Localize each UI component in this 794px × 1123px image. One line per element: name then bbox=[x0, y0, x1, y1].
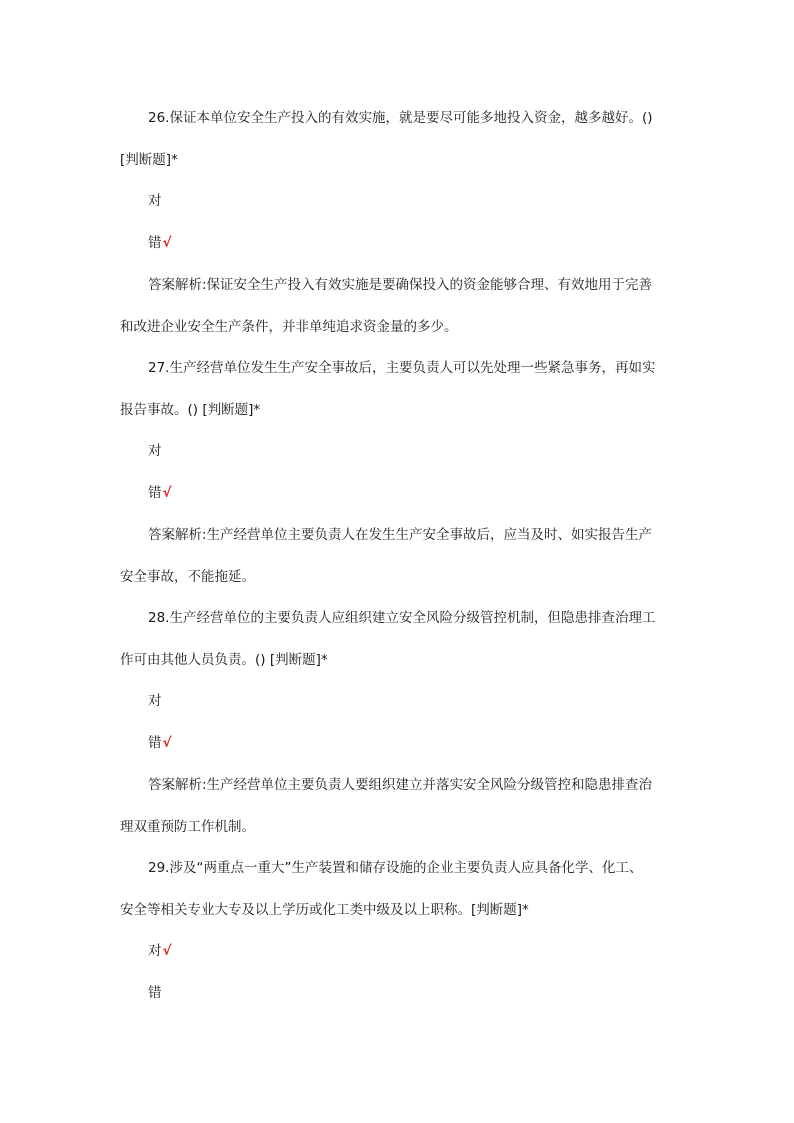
question-29-text: 29.涉及“两重点一重大”生产装置和储存设施的企业主要负责人应具备化学、化工、 bbox=[148, 860, 643, 876]
question-27-type: 报告事故。() [判断题]* bbox=[120, 402, 261, 418]
question-27-option-false[interactable] bbox=[148, 483, 172, 503]
option-label: 错 bbox=[148, 985, 162, 1001]
question-28-type: 作可由其他人员负责。() [判断题]* bbox=[120, 652, 328, 668]
question-29-type: 安全等相关专业大专及以上学历或化工类中级及以上职称。[判断题]* bbox=[120, 902, 529, 918]
question-26-text: 26.保证本单位安全生产投入的有效实施，就是要尽可能多地投入资金，越多越好。() bbox=[148, 110, 653, 126]
question-27-option-true[interactable] bbox=[148, 441, 162, 461]
question-26-explanation: 答案解析:保证安全生产投入有效实施是要确保投入的资金能够合理、有效地用于完善 bbox=[148, 277, 653, 293]
question-28-option-false[interactable] bbox=[148, 733, 172, 753]
question-29-option-false[interactable] bbox=[148, 983, 162, 1003]
question-28-explanation-cont: 理双重预防工作机制。 bbox=[120, 819, 255, 835]
option-label: 错 bbox=[148, 235, 162, 251]
question-26-option-true[interactable] bbox=[148, 191, 162, 211]
option-label: 对 bbox=[148, 943, 162, 959]
question-27-text: 27.生产经营单位发生生产安全事故后，主要负责人可以先处理一些紧急事务，再如实 bbox=[148, 360, 656, 376]
question-26-explanation-cont: 和改进企业安全生产条件，并非单纯追求资金量的多少。 bbox=[120, 319, 458, 335]
checkmark-icon: √ bbox=[162, 943, 172, 959]
question-26-type: [判断题]* bbox=[120, 152, 178, 168]
option-label: 对 bbox=[148, 693, 162, 709]
question-27-explanation-cont: 安全事故，不能拖延。 bbox=[120, 569, 255, 585]
question-28-explanation: 答案解析:生产经营单位主要负责人要组织建立并落实安全风险分级管控和隐患排查治 bbox=[148, 777, 653, 793]
question-27-explanation: 答案解析:生产经营单位主要负责人在发生生产安全事故后，应当及时、如实报告生产 bbox=[148, 527, 653, 543]
question-28-text: 28.生产经营单位的主要负责人应组织建立安全风险分级管控机制，但隐患排查治理工 bbox=[148, 610, 656, 626]
question-28-option-true[interactable] bbox=[148, 691, 162, 711]
checkmark-icon: √ bbox=[162, 485, 172, 501]
question-29-option-true[interactable] bbox=[148, 941, 172, 961]
checkmark-icon: √ bbox=[162, 735, 172, 751]
option-label: 错 bbox=[148, 735, 162, 751]
option-label: 错 bbox=[148, 485, 162, 501]
option-label: 对 bbox=[148, 193, 162, 209]
option-label: 对 bbox=[148, 443, 162, 459]
checkmark-icon: √ bbox=[162, 235, 172, 251]
question-26-option-false[interactable] bbox=[148, 233, 172, 253]
